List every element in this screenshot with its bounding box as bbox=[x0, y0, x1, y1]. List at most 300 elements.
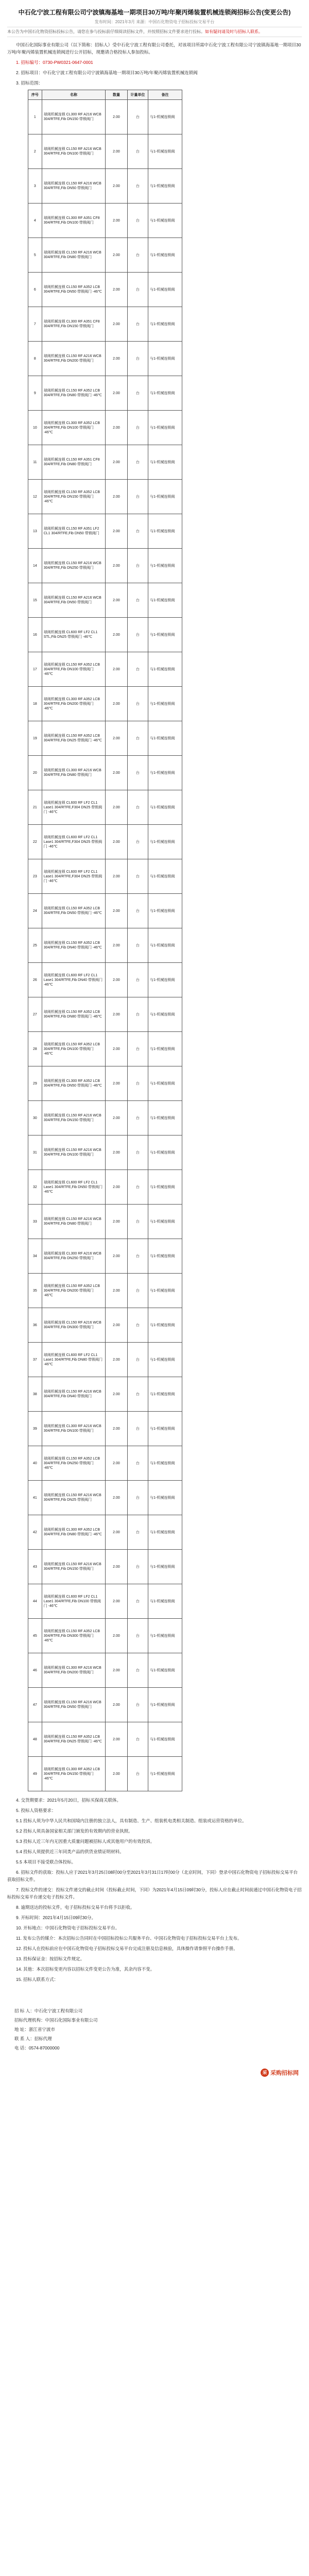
cell-note: 与1-机械连锁阀 bbox=[148, 1377, 182, 1412]
table-row bbox=[28, 1136, 182, 1170]
table-row bbox=[28, 1412, 182, 1446]
cell-no: 16 bbox=[28, 618, 42, 652]
cell-name: 球阀机械连锁 CL150 RF A216 WCB 304/RTFE,Fib DN150 带锁阀门 bbox=[42, 1550, 106, 1584]
cell-name: 球阀机械连锁 CL300 RF A351 CF8 304/RTFE,Fib DN150 带锁阀门 bbox=[42, 307, 106, 342]
cell-name: 球阀机械连锁 CL600 RF LF2 CL1 Lase1 304/RTFE,Fib DN50 带锁阀门 -46℃ bbox=[42, 1170, 106, 1205]
cell-unit: 台 bbox=[127, 1550, 148, 1584]
table-row bbox=[28, 1032, 182, 1066]
cell-no: 5 bbox=[28, 238, 42, 273]
cell-name: 球阀机械连锁 CL150 RF A216 WCB 304/RTFE,Fib DN100 带锁阀门 bbox=[42, 1136, 106, 1170]
cell-unit: 台 bbox=[127, 1481, 148, 1515]
cell-unit: 台 bbox=[127, 134, 148, 169]
cell-name: 球阀机械连锁 CL300 RF A352 LCB 304/RTFE,Fib DN150 带锁阀门 -46℃ bbox=[42, 1757, 106, 1791]
cell-name: 球阀机械连锁 CL600 RF LF2 CL1 STL,Fib DN25 带锁阀门 -46℃ bbox=[42, 618, 106, 652]
site-logo[interactable] bbox=[261, 2069, 299, 2077]
cell-qty: 2.00 bbox=[106, 1688, 128, 1722]
cell-no: 17 bbox=[28, 652, 42, 687]
cell-qty: 2.00 bbox=[106, 963, 128, 997]
table-header-row bbox=[28, 90, 182, 100]
table-row bbox=[28, 825, 182, 859]
cell-qty: 2.00 bbox=[106, 1757, 128, 1791]
cell-name: 球阀机械连锁 CL150 RF A352 LCB 304/RTFE,Fib DN25 带锁阀门 -46℃ bbox=[42, 721, 106, 756]
table-row bbox=[28, 618, 182, 652]
cell-qty: 2.00 bbox=[106, 859, 128, 894]
table-row bbox=[28, 1101, 182, 1136]
cell-qty: 2.00 bbox=[106, 618, 128, 652]
cell-note: 与1-机械连锁阀 bbox=[148, 1239, 182, 1274]
cell-unit: 台 bbox=[127, 307, 148, 342]
cell-no: 21 bbox=[28, 790, 42, 825]
cell-name: 球阀机械连锁 CL150 RF A352 LCB 304/RTFE,Fib DN50 带锁阀门 -46℃ bbox=[42, 273, 106, 307]
cell-no: 26 bbox=[28, 963, 42, 997]
cell-name: 球阀机械连锁 CL150 RF A352 LCB 304/RTFE,Fib DN80 带锁阀门 -46℃ bbox=[42, 997, 106, 1032]
logo-mark-icon: 采 bbox=[261, 2069, 269, 2077]
cell-no: 24 bbox=[28, 894, 42, 928]
cell-qty: 2.00 bbox=[106, 411, 128, 445]
cell-qty: 2.00 bbox=[106, 756, 128, 790]
cell-name: 球阀机械连锁 CL150 RF A352 LCB 304/RTFE,Fib DN200 带锁阀门 -46℃ bbox=[42, 1274, 106, 1308]
cell-name: 球阀机械连锁 CL300 RF A352 LCB 304/RTFE,Fib DN100 带锁阀门 -46℃ bbox=[42, 411, 106, 445]
notice-highlight: 如有疑问请及时与招标人联系。 bbox=[205, 29, 263, 34]
page-title: 中石化宁波工程有限公司宁波镇海基地一期项目30万吨/年聚丙烯装置机械连锁阀招标公告(变更公告) bbox=[18, 9, 291, 16]
cell-qty: 2.00 bbox=[106, 307, 128, 342]
cell-qty: 2.00 bbox=[106, 894, 128, 928]
cell-no: 15 bbox=[28, 583, 42, 618]
cell-note: 与1-机械连锁阀 bbox=[148, 1550, 182, 1584]
cell-qty: 2.00 bbox=[106, 1205, 128, 1239]
cell-note: 与1-机械连锁阀 bbox=[148, 204, 182, 238]
cell-no: 32 bbox=[28, 1170, 42, 1205]
cell-note: 与1-机械连锁阀 bbox=[148, 238, 182, 273]
cell-qty: 2.00 bbox=[106, 273, 128, 307]
cell-unit: 台 bbox=[127, 618, 148, 652]
cell-unit: 台 bbox=[127, 1722, 148, 1757]
cell-unit: 台 bbox=[127, 480, 148, 514]
cell-note: 与1-机械连锁阀 bbox=[148, 756, 182, 790]
cell-note: 与1-机械连锁阀 bbox=[148, 997, 182, 1032]
cell-qty: 2.00 bbox=[106, 445, 128, 480]
cell-note: 与1-机械连锁阀 bbox=[148, 376, 182, 411]
cell-name: 球阀机械连锁 CL300 RF A352 LCB 304/RTFE,Fib DN50 带锁阀门 -46℃ bbox=[42, 1066, 106, 1101]
cell-qty: 2.00 bbox=[106, 583, 128, 618]
cell-qty: 2.00 bbox=[106, 1722, 128, 1757]
cell-unit: 台 bbox=[127, 1239, 148, 1274]
cell-unit: 台 bbox=[127, 963, 148, 997]
cell-no: 14 bbox=[28, 549, 42, 583]
cell-name: 球阀机械连锁 CL150 RF A352 LCB 304/RTFE,Fib DN25 带锁阀门 -46℃ bbox=[42, 1722, 106, 1757]
cell-no: 20 bbox=[28, 756, 42, 790]
cell-qty: 2.00 bbox=[106, 1377, 128, 1412]
cell-unit: 台 bbox=[127, 1274, 148, 1308]
cell-no: 27 bbox=[28, 997, 42, 1032]
body-paragraphs bbox=[7, 1797, 302, 1983]
cell-name: 球阀机械连锁 CL600 RF LF2 CL1 Lase1 304/RTFE,Fib DN80 带锁阀门 -46℃ bbox=[42, 1343, 106, 1377]
cell-unit: 台 bbox=[127, 1619, 148, 1653]
body-paragraph: 5. 投标人资格要求： bbox=[16, 1808, 56, 1813]
cell-no: 34 bbox=[28, 1239, 42, 1274]
cell-unit: 台 bbox=[127, 1446, 148, 1481]
cell-qty: 2.00 bbox=[106, 1446, 128, 1481]
body-paragraph: 8. 逾期送达的投标文件，电子招标投标交易平台将予以拒收。 bbox=[16, 1905, 135, 1910]
table-row bbox=[28, 652, 182, 687]
notice-banner bbox=[7, 27, 302, 37]
cell-no: 35 bbox=[28, 1274, 42, 1308]
cell-qty: 2.00 bbox=[106, 687, 128, 721]
table-row bbox=[28, 928, 182, 963]
table-row bbox=[28, 1688, 182, 1722]
cell-qty: 2.00 bbox=[106, 549, 128, 583]
cell-note: 与1-机械连锁阀 bbox=[148, 1757, 182, 1791]
table-row bbox=[28, 342, 182, 376]
cell-note: 与1-机械连锁阀 bbox=[148, 1619, 182, 1653]
cell-qty: 2.00 bbox=[106, 480, 128, 514]
cell-note: 与1-机械连锁阀 bbox=[148, 859, 182, 894]
cell-name: 球阀机械连锁 CL150 RF A216 WCB 304/RTFE,Fib DN50 带锁阀门 bbox=[42, 1688, 106, 1722]
cell-unit: 台 bbox=[127, 1032, 148, 1066]
cell-name: 球阀机械连锁 CL600 RF LF2 CL1 Lase1 304/RTFE,F304 DN25 带锁阀门 -46℃ bbox=[42, 825, 106, 859]
table-row bbox=[28, 1377, 182, 1412]
cell-name: 球阀机械连锁 CL150 RF A352 LCB 304/RTFE,Fib DN80 带锁阀门 -46℃ bbox=[42, 376, 106, 411]
cell-qty: 2.00 bbox=[106, 997, 128, 1032]
cell-note: 与1-机械连锁阀 bbox=[148, 825, 182, 859]
cell-qty: 2.00 bbox=[106, 652, 128, 687]
table-row bbox=[28, 1515, 182, 1550]
cell-unit: 台 bbox=[127, 652, 148, 687]
cell-name: 球阀机械连锁 CL300 RF A352 LCB 304/RTFE,Fib DN200 带锁阀门 -46℃ bbox=[42, 687, 106, 721]
cell-unit: 台 bbox=[127, 1170, 148, 1205]
footer bbox=[7, 2057, 302, 2078]
cell-qty: 2.00 bbox=[106, 1550, 128, 1584]
cell-no: 13 bbox=[28, 514, 42, 549]
cell-name: 球阀机械连锁 CL150 RF A216 WCB 304/RTFE,Fib DN100 带锁阀门 bbox=[42, 134, 106, 169]
cell-no: 29 bbox=[28, 1066, 42, 1101]
cell-qty: 2.00 bbox=[106, 204, 128, 238]
cell-no: 3 bbox=[28, 169, 42, 204]
cell-name: 球阀机械连锁 CL300 RF A216 WCB 304/RTFE,Fib DN80 带锁阀门 bbox=[42, 756, 106, 790]
cell-qty: 2.00 bbox=[106, 1584, 128, 1619]
cell-note: 与1-机械连锁阀 bbox=[148, 1688, 182, 1722]
cell-unit: 台 bbox=[127, 859, 148, 894]
cell-qty: 2.00 bbox=[106, 342, 128, 376]
cell-name: 球阀机械连锁 CL600 RF LF2 CL1 Lase1 304/RTFE,F304 DN25 带锁阀门 -46℃ bbox=[42, 790, 106, 825]
cell-name: 球阀机械连锁 CL150 RF A352 LCB 304/RTFE,Fib DN250 带锁阀门 -46℃ bbox=[42, 1446, 106, 1481]
cell-qty: 2.00 bbox=[106, 1101, 128, 1136]
table-row bbox=[28, 963, 182, 997]
cell-note: 与1-机械连锁阀 bbox=[148, 100, 182, 134]
table-row bbox=[28, 204, 182, 238]
table-row bbox=[28, 1066, 182, 1101]
cell-qty: 2.00 bbox=[106, 1308, 128, 1343]
signature-line: 招标代理机构：中国石化国际事业有限公司 bbox=[14, 2018, 98, 2023]
cell-name: 球阀机械连锁 CL600 RF LF2 CL1 Lase1 304/RTFE,F304 DN25 带锁阀门 -46℃ bbox=[42, 859, 106, 894]
cell-note: 与1-机械连锁阀 bbox=[148, 652, 182, 687]
table-row bbox=[28, 1170, 182, 1205]
body-paragraph: 15. 招标人联系方式： bbox=[16, 1977, 59, 1982]
cell-unit: 台 bbox=[127, 549, 148, 583]
cell-name: 球阀机械连锁 CL150 RF A216 WCB 304/RTFE,Fib DN250 带锁阀门 bbox=[42, 549, 106, 583]
cell-unit: 台 bbox=[127, 997, 148, 1032]
cell-no: 2 bbox=[28, 134, 42, 169]
cell-qty: 2.00 bbox=[106, 721, 128, 756]
cell-unit: 台 bbox=[127, 169, 148, 204]
table-row bbox=[28, 859, 182, 894]
cell-qty: 2.00 bbox=[106, 1136, 128, 1170]
cell-no: 33 bbox=[28, 1205, 42, 1239]
cell-qty: 2.00 bbox=[106, 1481, 128, 1515]
cell-note: 与1-机械连锁阀 bbox=[148, 134, 182, 169]
cell-qty: 2.00 bbox=[106, 1239, 128, 1274]
table-row bbox=[28, 687, 182, 721]
cell-unit: 台 bbox=[127, 342, 148, 376]
table-body bbox=[28, 100, 182, 1791]
body-paragraph: 14. 其他：本次招标变更内容以招标文件变更公告为准，其余内容不变。 bbox=[16, 1967, 155, 1972]
cell-name: 球阀机械连锁 CL150 RF A216 WCB 304/RTFE,Fib DN50 带锁阀门 bbox=[42, 583, 106, 618]
cell-note: 与1-机械连锁阀 bbox=[148, 963, 182, 997]
cell-note: 与1-机械连锁阀 bbox=[148, 790, 182, 825]
table-row bbox=[28, 721, 182, 756]
cell-unit: 台 bbox=[127, 1515, 148, 1550]
table-row bbox=[28, 238, 182, 273]
cell-unit: 台 bbox=[127, 514, 148, 549]
project-name: 2. 招标项目：中石化宁波工程有限公司宁波镇海基地一期项目30万吨/年聚丙烯装置机械连锁阀 bbox=[16, 70, 198, 75]
notice-text: 本公告为中国石化物资招标投标公告，请您在参与投标前仔细阅读招标文件，并按照招标文件要求进行投标。 bbox=[7, 29, 205, 34]
cell-note: 与1-机械连锁阀 bbox=[148, 1136, 182, 1170]
project-number: 1. 招标编号：0730-PW0321-0647-0001 bbox=[16, 60, 93, 65]
cell-no: 7 bbox=[28, 307, 42, 342]
cell-note: 与1-机械连锁阀 bbox=[148, 1515, 182, 1550]
cell-note: 与1-机械连锁阀 bbox=[148, 1343, 182, 1377]
signature-line: 联 系 人：招标代理 bbox=[14, 2036, 52, 2041]
cell-name: 球阀机械连锁 CL150 RF A352 LCB 304/RTFE,Fib DN150 带锁阀门 -46℃ bbox=[42, 480, 106, 514]
intro-paragraph: 中国石化国际事业有限公司（以下简称：招标人）受中石化宁波工程有限公司委托，对该项目所需中石化宁波工程有限公司宁波镇海基地一期项目30万吨/年聚丙烯装置机械连锁阀进行公开招标，现邀请合格投标人参加投标。 bbox=[7, 42, 301, 55]
cell-qty: 2.00 bbox=[106, 825, 128, 859]
table-row bbox=[28, 134, 182, 169]
cell-note: 与1-机械连锁阀 bbox=[148, 514, 182, 549]
table-row bbox=[28, 1239, 182, 1274]
cell-note: 与1-机械连锁阀 bbox=[148, 1412, 182, 1446]
cell-no: 19 bbox=[28, 721, 42, 756]
header-unit: 计量单位 bbox=[127, 90, 148, 100]
cell-note: 与1-机械连锁阀 bbox=[148, 687, 182, 721]
header-no: 序号 bbox=[28, 90, 42, 100]
items-table bbox=[28, 90, 182, 1791]
cell-no: 1 bbox=[28, 100, 42, 134]
cell-note: 与1-机械连锁阀 bbox=[148, 894, 182, 928]
table-row bbox=[28, 1722, 182, 1757]
cell-no: 47 bbox=[28, 1688, 42, 1722]
cell-note: 与1-机械连锁阀 bbox=[148, 721, 182, 756]
cell-no: 8 bbox=[28, 342, 42, 376]
cell-note: 与1-机械连锁阀 bbox=[148, 618, 182, 652]
table-row bbox=[28, 1446, 182, 1481]
table-row bbox=[28, 1653, 182, 1688]
cell-name: 球阀机械连锁 CL300 RF A216 WCB 304/RTFE,Fib DN150 带锁阀门 bbox=[42, 100, 106, 134]
cell-qty: 2.00 bbox=[106, 1653, 128, 1688]
cell-name: 球阀机械连锁 CL150 RF A216 WCB 304/RTFE,Fib DN25 带锁阀门 bbox=[42, 1481, 106, 1515]
cell-name: 球阀机械连锁 CL150 RF A216 WCB 304/RTFE,Fib DN80 带锁阀门 bbox=[42, 238, 106, 273]
body-paragraph: 9. 开标时间：2021年4月15日09时30分。 bbox=[16, 1915, 96, 1920]
cell-no: 39 bbox=[28, 1412, 42, 1446]
cell-name: 球阀机械连锁 CL150 RF A216 WCB 304/RTFE,Fib DN150 带锁阀门 bbox=[42, 1101, 106, 1136]
cell-note: 与1-机械连锁阀 bbox=[148, 307, 182, 342]
table-row bbox=[28, 756, 182, 790]
cell-note: 与1-机械连锁阀 bbox=[148, 928, 182, 963]
cell-unit: 台 bbox=[127, 1412, 148, 1446]
cell-name: 球阀机械连锁 CL150 RF A216 WCB 304/RTFE,Fib DN300 带锁阀门 bbox=[42, 1308, 106, 1343]
cell-unit: 台 bbox=[127, 1757, 148, 1791]
cell-qty: 2.00 bbox=[106, 1066, 128, 1101]
cell-note: 与1-机械连锁阀 bbox=[148, 342, 182, 376]
cell-qty: 2.00 bbox=[106, 100, 128, 134]
cell-qty: 2.00 bbox=[106, 1170, 128, 1205]
cell-note: 与1-机械连锁阀 bbox=[148, 1308, 182, 1343]
cell-no: 30 bbox=[28, 1101, 42, 1136]
header-qty: 数量 bbox=[106, 90, 128, 100]
cell-unit: 台 bbox=[127, 1653, 148, 1688]
cell-name: 球阀机械连锁 CL150 RF A352 LCB 304/RTFE,Fib DN40 带锁阀门 -46℃ bbox=[42, 928, 106, 963]
table-row bbox=[28, 790, 182, 825]
table-row bbox=[28, 1308, 182, 1343]
logo-text: 采购招标网 bbox=[270, 2070, 299, 2076]
cell-no: 28 bbox=[28, 1032, 42, 1066]
cell-no: 44 bbox=[28, 1584, 42, 1619]
cell-name: 球阀机械连锁 CL600 RF LF2 CL1 Lase1 304/RTFE,Fib DN40 带锁阀门 -46℃ bbox=[42, 963, 106, 997]
cell-name: 球阀机械连锁 CL150 RF A216 WCB 304/RTFE,Fib DN50 带锁阀门 bbox=[42, 169, 106, 204]
cell-no: 41 bbox=[28, 1481, 42, 1515]
cell-qty: 2.00 bbox=[106, 1343, 128, 1377]
cell-unit: 台 bbox=[127, 825, 148, 859]
cell-unit: 台 bbox=[127, 273, 148, 307]
cell-no: 42 bbox=[28, 1515, 42, 1550]
table-row bbox=[28, 1619, 182, 1653]
publish-meta: 发布时间：2021年3月 来源：中国石化物资电子招标投标交易平台 bbox=[94, 20, 215, 24]
cell-note: 与1-机械连锁阀 bbox=[148, 445, 182, 480]
cell-no: 23 bbox=[28, 859, 42, 894]
signature-line: 电 话：0574-87000000 bbox=[14, 2045, 60, 2050]
table-row bbox=[28, 514, 182, 549]
cell-note: 与1-机械连锁阀 bbox=[148, 1446, 182, 1481]
cell-unit: 台 bbox=[127, 928, 148, 963]
table-row bbox=[28, 894, 182, 928]
cell-no: 38 bbox=[28, 1377, 42, 1412]
cell-unit: 台 bbox=[127, 894, 148, 928]
cell-no: 37 bbox=[28, 1343, 42, 1377]
cell-name: 球阀机械连锁 CL150 RF A352 LCB 304/RTFE,Fib DN50 带锁阀门 -46℃ bbox=[42, 894, 106, 928]
cell-unit: 台 bbox=[127, 1688, 148, 1722]
cell-no: 48 bbox=[28, 1722, 42, 1757]
table-row bbox=[28, 445, 182, 480]
cell-unit: 台 bbox=[127, 1308, 148, 1343]
cell-unit: 台 bbox=[127, 721, 148, 756]
cell-name: 球阀机械连锁 CL150 RF A216 WCB 304/RTFE,Fib DN40 带锁阀门 bbox=[42, 1377, 106, 1412]
cell-unit: 台 bbox=[127, 238, 148, 273]
cell-no: 40 bbox=[28, 1446, 42, 1481]
cell-name: 球阀机械连锁 CL150 RF A351 LF2 CL1 304/RTFE,Fib DN50 带锁阀门 bbox=[42, 514, 106, 549]
cell-note: 与1-机械连锁阀 bbox=[148, 1066, 182, 1101]
cell-note: 与1-机械连锁阀 bbox=[148, 1032, 182, 1066]
cell-unit: 台 bbox=[127, 1584, 148, 1619]
body-paragraph: 5.1 投标人须为中华人民共和国境内注册的独立法人，具有制造、生产、组装机电类相关制造、组装或运营资格的单位。 bbox=[16, 1818, 247, 1823]
cell-qty: 2.00 bbox=[106, 790, 128, 825]
cell-unit: 台 bbox=[127, 411, 148, 445]
cell-note: 与1-机械连锁阀 bbox=[148, 1170, 182, 1205]
table-row bbox=[28, 307, 182, 342]
cell-unit: 台 bbox=[127, 1205, 148, 1239]
body-paragraph: 5.5 本项目不接受联合体投标。 bbox=[16, 1859, 76, 1865]
cell-no: 43 bbox=[28, 1550, 42, 1584]
cell-qty: 2.00 bbox=[106, 134, 128, 169]
cell-qty: 2.00 bbox=[106, 376, 128, 411]
table-row bbox=[28, 1205, 182, 1239]
cell-unit: 台 bbox=[127, 376, 148, 411]
cell-note: 与1-机械连锁阀 bbox=[148, 273, 182, 307]
cell-name: 球阀机械连锁 CL150 RF A216 WCB 304/RTFE,Fib DN80 带锁阀门 bbox=[42, 1205, 106, 1239]
cell-no: 31 bbox=[28, 1136, 42, 1170]
body-paragraph: 11. 发布公告的媒介：本次招标公告同时在中国招标投标公共服务平台、中国石化物资电子招标投标交易平台上发布。 bbox=[16, 1936, 242, 1941]
cell-note: 与1-机械连锁阀 bbox=[148, 1101, 182, 1136]
cell-no: 10 bbox=[28, 411, 42, 445]
cell-name: 球阀机械连锁 CL150 RF A352 LCB 304/RTFE,Fib DN300 带锁阀门 -46℃ bbox=[42, 1619, 106, 1653]
cell-qty: 2.00 bbox=[106, 1032, 128, 1066]
table-row bbox=[28, 1343, 182, 1377]
cell-name: 球阀机械连锁 CL150 RF A216 WCB 304/RTFE,Fib DN200 带锁阀门 bbox=[42, 342, 106, 376]
cell-note: 与1-机械连锁阀 bbox=[148, 1653, 182, 1688]
cell-note: 与1-机械连锁阀 bbox=[148, 169, 182, 204]
header-name: 名称 bbox=[42, 90, 106, 100]
cell-name: 球阀机械连锁 CL150 RF A352 LCB 304/RTFE,Fib DN100 带锁阀门 -46℃ bbox=[42, 1032, 106, 1066]
cell-unit: 台 bbox=[127, 583, 148, 618]
cell-name: 球阀机械连锁 CL150 RF A352 LCB 304/RTFE,Fib DN100 带锁阀门 -46℃ bbox=[42, 652, 106, 687]
body-paragraph: 5.3 投标人近三年内无因重大质量问题被招标人或其他用户的有效投诉。 bbox=[16, 1839, 155, 1844]
table-row bbox=[28, 1757, 182, 1791]
cell-note: 与1-机械连锁阀 bbox=[148, 1481, 182, 1515]
cell-no: 45 bbox=[28, 1619, 42, 1653]
cell-no: 22 bbox=[28, 825, 42, 859]
cell-no: 9 bbox=[28, 376, 42, 411]
cell-unit: 台 bbox=[127, 687, 148, 721]
cell-no: 36 bbox=[28, 1308, 42, 1343]
table-row bbox=[28, 411, 182, 445]
signature-line: 地 址：浙江省宁波市 bbox=[14, 2027, 55, 2032]
signature-block bbox=[7, 2007, 302, 2052]
table-row bbox=[28, 583, 182, 618]
cell-no: 6 bbox=[28, 273, 42, 307]
cell-note: 与1-机械连锁阀 bbox=[148, 1274, 182, 1308]
cell-qty: 2.00 bbox=[106, 238, 128, 273]
cell-no: 46 bbox=[28, 1653, 42, 1688]
cell-no: 4 bbox=[28, 204, 42, 238]
cell-no: 11 bbox=[28, 445, 42, 480]
table-row bbox=[28, 549, 182, 583]
cell-unit: 台 bbox=[127, 445, 148, 480]
cell-unit: 台 bbox=[127, 790, 148, 825]
cell-qty: 2.00 bbox=[106, 1274, 128, 1308]
signature-line: 招 标 人：中石化宁波工程有限公司 bbox=[14, 2008, 83, 2013]
cell-qty: 2.00 bbox=[106, 928, 128, 963]
cell-no: 25 bbox=[28, 928, 42, 963]
table-row bbox=[28, 273, 182, 307]
cell-name: 球阀机械连锁 CL600 RF LF2 CL1 Lase1 304/RTFE,Fib DN100 带锁阀门 -46℃ bbox=[42, 1584, 106, 1619]
cell-qty: 2.00 bbox=[106, 514, 128, 549]
table-row bbox=[28, 1550, 182, 1584]
body-paragraph: 12. 投标人在投标前应在中国石化物资电子招标投标交易平台完成注册及信息核验，具体操作请参照平台操作手册。 bbox=[16, 1946, 238, 1951]
table-row bbox=[28, 100, 182, 134]
table-row bbox=[28, 1481, 182, 1515]
scope-heading: 3. 招标范围： bbox=[16, 80, 43, 86]
cell-note: 与1-机械连锁阀 bbox=[148, 583, 182, 618]
cell-name: 球阀机械连锁 CL300 RF A216 WCB 304/RTFE,Fib DN100 带锁阀门 bbox=[42, 1412, 106, 1446]
table-row bbox=[28, 1274, 182, 1308]
